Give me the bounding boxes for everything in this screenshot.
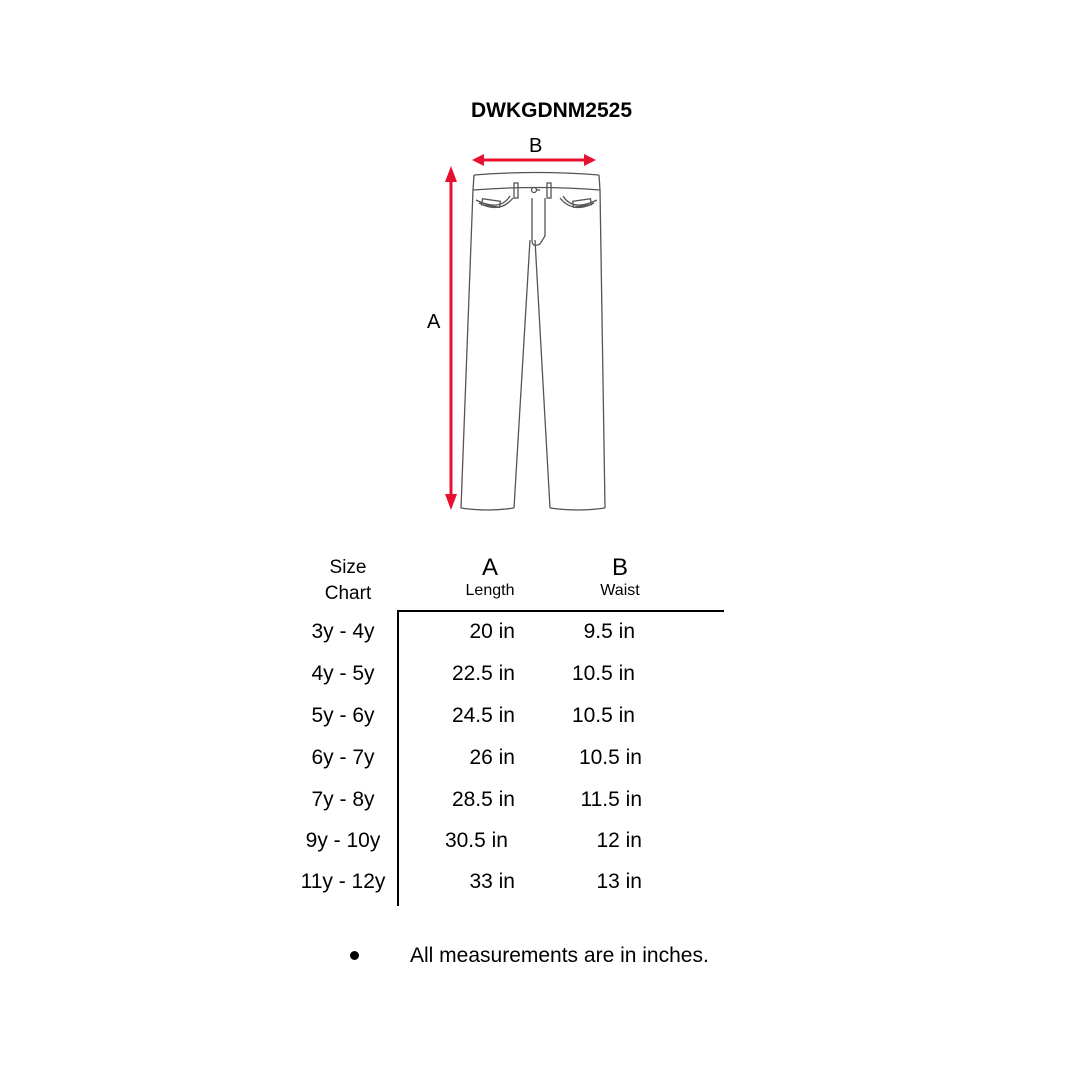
length-cell: 20 in: [469, 620, 515, 643]
length-cell: 24.5 in: [451, 704, 515, 727]
size-chart-header: [310, 555, 386, 607]
waist-label: B: [529, 135, 543, 157]
bullet-icon: [350, 951, 359, 960]
waist-cell: 10.5 in: [571, 704, 635, 727]
length-cell: 33 in: [469, 870, 515, 893]
waist-column-name: Waist: [600, 582, 640, 599]
waist-column-letter: B: [611, 554, 628, 581]
waist-cell: 10.5 in: [571, 662, 635, 685]
waist-cell: 12 in: [596, 829, 642, 852]
waist-column-header: [570, 555, 670, 601]
size-chart-header-line2: Chart: [324, 583, 372, 604]
length-cell: 22.5 in: [451, 662, 515, 685]
size-chart-header-line1: Size: [329, 557, 367, 578]
length-cell: 30.5 in: [444, 829, 508, 852]
table-header-divider: [397, 610, 724, 612]
pants-outline-icon: [461, 173, 605, 511]
table-row: [0, 870, 1080, 912]
length-cell: 28.5 in: [451, 788, 515, 811]
table-row: [0, 662, 1080, 704]
table-row: [0, 829, 1080, 871]
measurement-note: All measurements are in inches.: [410, 944, 709, 967]
table-row: [0, 704, 1080, 746]
length-column-letter: A: [481, 554, 498, 581]
size-cell: 5y - 6y: [311, 704, 375, 727]
table-row: [0, 746, 1080, 788]
length-column-header: [440, 555, 540, 601]
table-row: [0, 788, 1080, 830]
length-cell: 26 in: [469, 746, 515, 769]
table-row: [0, 620, 1080, 662]
waist-cell: 11.5 in: [580, 788, 642, 811]
size-cell: 6y - 7y: [311, 746, 375, 769]
size-cell: 4y - 5y: [311, 662, 375, 685]
size-cell: 11y - 12y: [300, 870, 386, 893]
length-label: A: [427, 311, 441, 333]
waist-cell: 9.5 in: [583, 620, 635, 643]
waist-cell: 13 in: [596, 870, 642, 893]
size-cell: 7y - 8y: [311, 788, 375, 811]
product-code-title: DWKGDNM2525: [470, 99, 633, 122]
length-arrow-icon: [445, 166, 457, 510]
size-cell: 9y - 10y: [305, 829, 381, 852]
length-column-name: Length: [465, 582, 515, 599]
waist-cell: 10.5 in: [578, 746, 642, 769]
size-cell: 3y - 4y: [311, 620, 375, 643]
